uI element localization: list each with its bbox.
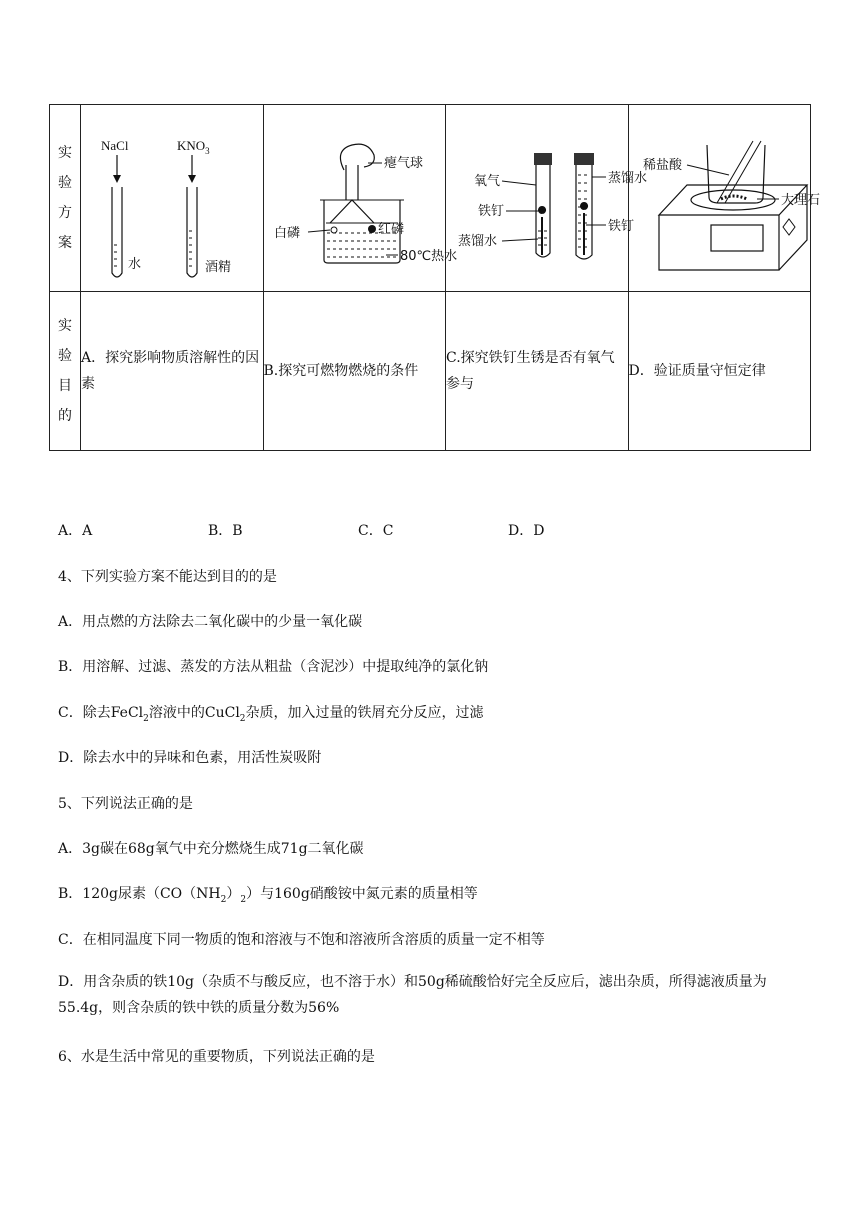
q4-option-b[interactable]: B．用溶解、过滤、蒸发的方法从粗盐（含泥沙）中提取纯净的氯化钠: [58, 659, 489, 675]
goal-c: C.探究铁钉生锈是否有氧气参与: [446, 292, 629, 451]
option-c[interactable]: C．C: [358, 523, 394, 539]
figure-d-balance: [629, 105, 823, 292]
option-d[interactable]: D．D: [508, 523, 545, 539]
figure-c-rust: [446, 105, 648, 292]
stopper-icon: [534, 153, 552, 165]
nacl-label: NaCl: [101, 138, 129, 153]
hot-water-label: 80℃热水: [399, 249, 457, 264]
balance-display: [711, 225, 763, 251]
white-phosphorus-label: 白磷: [273, 226, 300, 241]
q6-stem: 6、水是生活中常见的重要物质，下列说法正确的是: [58, 1049, 375, 1065]
balloon-label: 瘪气球: [383, 156, 423, 171]
row-head-plan: 实 验 方 案: [50, 105, 81, 292]
q4-option-d[interactable]: D．除去水中的异味和色素，用活性炭吸附: [58, 750, 322, 766]
kno3-label: $KNO_3$: [177, 138, 210, 156]
test-tube-right: [187, 187, 197, 277]
stopper-icon-2: [574, 153, 594, 165]
q4-option-a[interactable]: A．用点燃的方法除去二氧化碳中的少量一氧化碳: [58, 614, 363, 630]
figure-b-combustion: [264, 105, 457, 292]
nail-label-2: 铁钉: [608, 219, 635, 234]
figure-c-cell: [446, 105, 648, 292]
water-label: 水: [128, 257, 142, 272]
figure-a-cell: [81, 105, 264, 292]
figure-a-test-tubes: [81, 105, 231, 292]
option-a[interactable]: A．A: [58, 523, 93, 539]
goal-a: A．探究影响物质溶解性的因素: [81, 292, 264, 451]
q5-option-d[interactable]: D．用含杂质的铁10g（杂质不与酸反应，也不溶于水）和50g稀硫酸恰好完全反应后，滤出杂质，所得滤液质量为55.4g，则含杂质的铁中铁的质量分数为56%: [58, 974, 767, 1016]
oxygen-label: 氧气: [474, 174, 501, 189]
marble-label: 大理石: [780, 193, 820, 208]
beaker-d: [707, 145, 765, 203]
q5-option-c[interactable]: C．在相同温度下同一物质的饱和溶液与不饱和溶液所含溶质的质量一定不相等: [58, 932, 545, 948]
row-head-goal: 实 验 目 的: [50, 292, 81, 451]
alcohol-label: 酒精: [205, 260, 232, 275]
figure-b-cell: [263, 105, 457, 292]
test-tube-left: [112, 187, 122, 277]
red-phosphorus-label: 红磷: [377, 222, 404, 237]
distilled-water-label-1: 蒸馏水: [458, 234, 498, 249]
figure-d-cell: [628, 105, 820, 292]
distilled-water-label-2: 蒸馏水: [608, 171, 648, 186]
option-b[interactable]: B．B: [208, 523, 243, 539]
q4-option-c[interactable]: C．除去FeCl$_2$溶液中的CuCl$_2$杂质，加入过量的铁屑充分反应，过滤: [58, 705, 484, 724]
q4-stem: 4、下列实验方案不能达到目的的是: [58, 569, 277, 585]
q5-stem: 5、下列说法正确的是: [58, 796, 193, 812]
acid-label: 稀盐酸: [642, 158, 682, 173]
q5-option-a[interactable]: A．3g碳在68g氧气中充分燃烧生成71g二氧化碳: [58, 841, 364, 857]
nail-label-1: 铁钉: [478, 204, 505, 219]
experiment-table: [49, 104, 820, 451]
q5-option-b[interactable]: B．120g尿素$(CO(NH_2)_2)$与160g硝酸铵中氮元素的质量相等: [58, 886, 478, 905]
goal-b: B.探究可燃物燃烧的条件: [263, 292, 446, 451]
goal-d: D．验证质量守恒定律: [628, 292, 811, 451]
